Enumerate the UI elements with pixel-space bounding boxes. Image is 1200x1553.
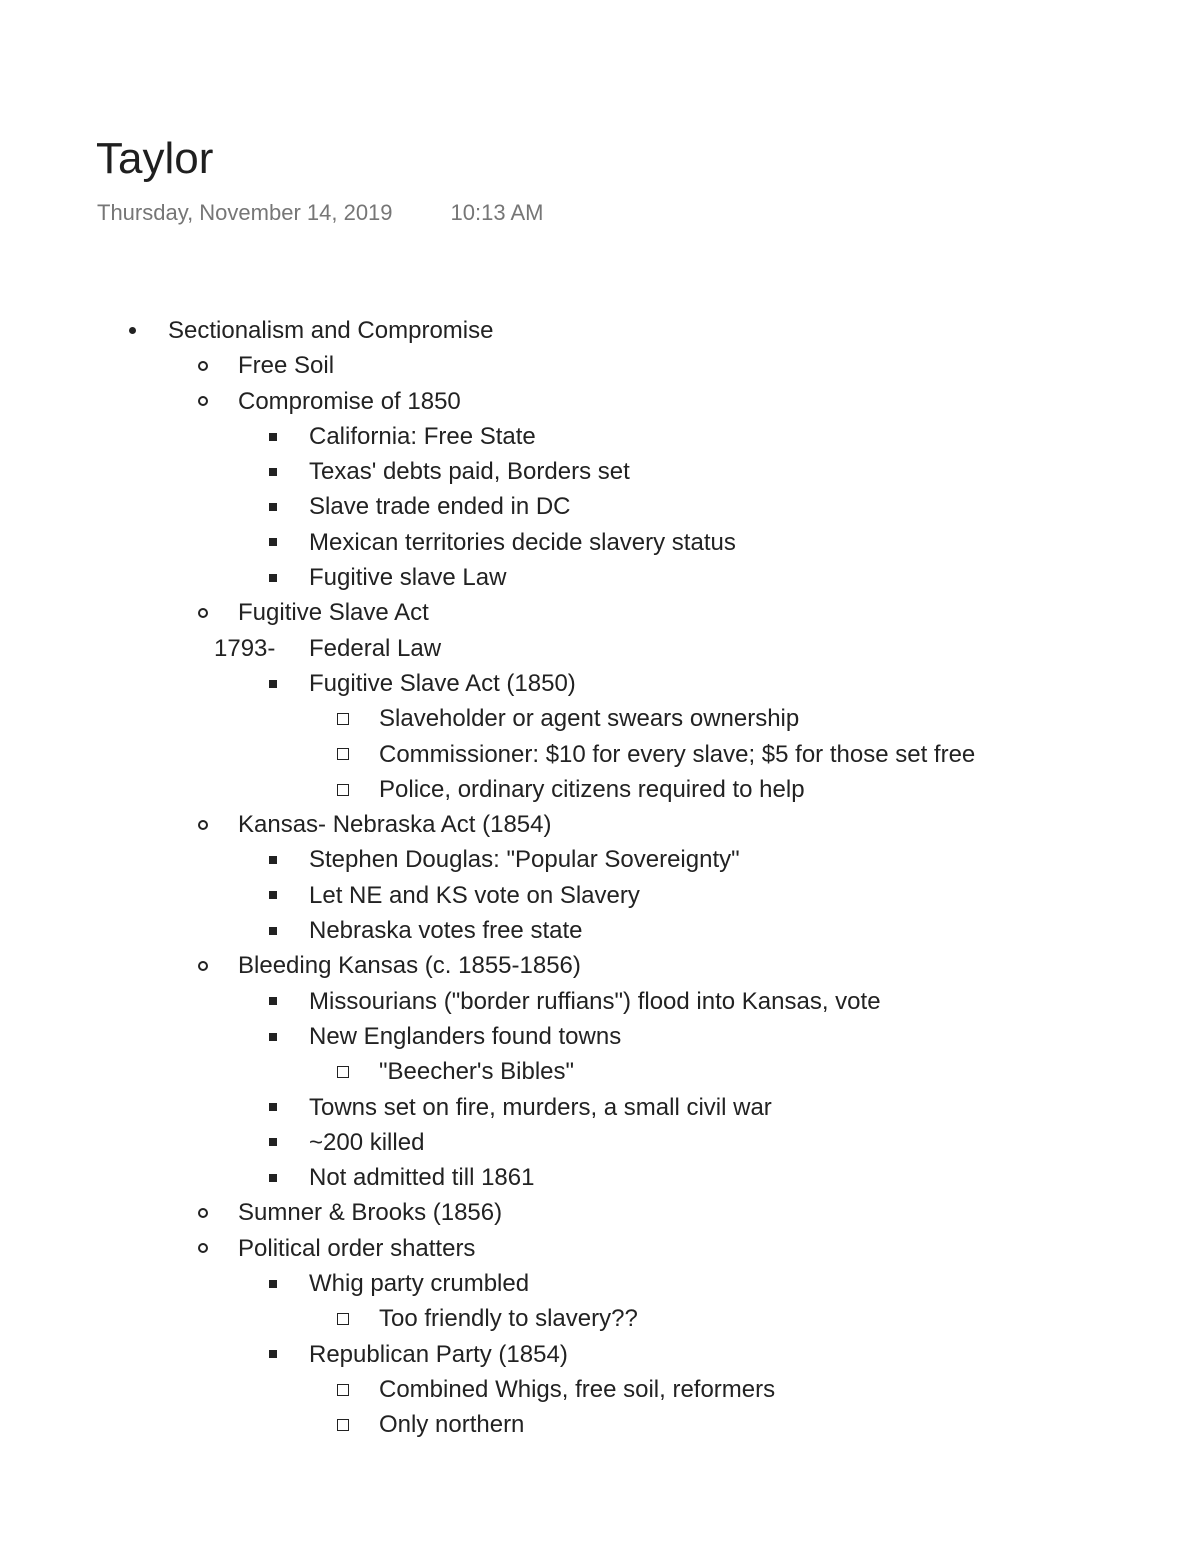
outline-item <box>0 525 1200 560</box>
outline-item-text: "Beecher's Bibles" <box>379 1058 575 1086</box>
outline-item <box>0 878 1200 913</box>
outline-item-text: Only northern <box>379 1411 525 1439</box>
circle-bullet-icon <box>192 348 214 383</box>
outline-item-text: Mexican territories decide slavery status <box>309 528 736 556</box>
outline-item-number: 1793- <box>214 634 276 662</box>
outline-item-text: Whig party crumbled <box>309 1270 530 1298</box>
outline-item <box>0 1090 1200 1125</box>
outline-item-text: Kansas- Nebraska Act (1854) <box>238 811 552 839</box>
square-bullet-icon <box>262 878 284 913</box>
outline-item <box>0 666 1200 701</box>
circle-bullet-icon <box>192 807 214 842</box>
outline-item-text: Let NE and KS vote on Slavery <box>309 881 640 909</box>
outline-item-text: ~200 killed <box>309 1128 425 1156</box>
square-bullet-icon <box>262 560 284 595</box>
outline-item-text: Federal Law <box>309 634 442 662</box>
square-bullet-icon <box>262 1019 284 1054</box>
outline-item-text: Fugitive Slave Act <box>238 599 429 627</box>
outline-item <box>0 1125 1200 1160</box>
outline-item <box>0 348 1200 383</box>
outline-item <box>0 737 1200 772</box>
page-date: Thursday, November 14, 2019 <box>97 200 393 225</box>
circle-bullet-icon <box>192 384 214 419</box>
outline-item <box>0 1301 1200 1336</box>
outline-item-text: Too friendly to slavery?? <box>379 1305 638 1333</box>
outline-item-text: Police, ordinary citizens required to help <box>379 775 805 803</box>
outline-item-text: Free Soil <box>238 352 335 380</box>
outline-item <box>0 842 1200 877</box>
square-bullet-icon <box>262 1125 284 1160</box>
outline-item-text: Nebraska votes free state <box>309 917 583 945</box>
outline-item-text: Compromise of 1850 <box>238 387 461 415</box>
outline-item-text: New Englanders found towns <box>309 1022 622 1050</box>
hollow-square-bullet-icon <box>332 1407 354 1442</box>
outline-item <box>0 948 1200 983</box>
outline-item <box>0 1337 1200 1372</box>
outline-item <box>0 1407 1200 1442</box>
circle-bullet-icon <box>192 1195 214 1230</box>
outline-item <box>0 772 1200 807</box>
square-bullet-icon <box>262 1090 284 1125</box>
page-title: Taylor <box>96 134 214 183</box>
outline-item-text: Texas' debts paid, Borders set <box>309 458 630 486</box>
outline-item <box>0 701 1200 736</box>
outline-item <box>0 1231 1200 1266</box>
outline-item-text: Combined Whigs, free soil, reformers <box>379 1375 776 1403</box>
outline-item <box>0 807 1200 842</box>
outline-item-text: California: Free State <box>309 422 536 450</box>
circle-bullet-icon <box>192 948 214 983</box>
outline-item-text: Sumner & Brooks (1856) <box>238 1199 503 1227</box>
outline-item-text: Slave trade ended in DC <box>309 493 571 521</box>
square-bullet-icon <box>262 984 284 1019</box>
outline-item <box>0 313 1200 348</box>
outline-item <box>0 595 1200 630</box>
outline-item-text: Sectionalism and Compromise <box>168 317 494 344</box>
hollow-square-bullet-icon <box>332 1301 354 1336</box>
outline-item <box>0 1160 1200 1195</box>
outline-item <box>0 1195 1200 1230</box>
circle-bullet-icon <box>192 595 214 630</box>
outline-item-text: Missourians ("border ruffians") flood into Kansas, vote <box>309 987 881 1015</box>
outline-item-text: Bleeding Kansas (c. 1855-1856) <box>238 952 581 980</box>
hollow-square-bullet-icon <box>332 1054 354 1089</box>
outline-item-text: Commissioner: $10 for every slave; $5 for those set free <box>379 740 976 768</box>
outline-item <box>0 1054 1200 1089</box>
outline-item-text: Republican Party (1854) <box>309 1340 568 1368</box>
outline-item-text: Slaveholder or agent swears ownership <box>379 705 800 733</box>
outline-item <box>0 560 1200 595</box>
square-bullet-icon <box>262 666 284 701</box>
outline-item <box>0 1266 1200 1301</box>
page-time: 10:13 AM <box>450 200 544 225</box>
outline-item-text: Fugitive Slave Act (1850) <box>309 669 576 697</box>
outline-item <box>0 489 1200 524</box>
square-bullet-icon <box>262 842 284 877</box>
circle-bullet-icon <box>192 1231 214 1266</box>
outline-item-text: Stephen Douglas: "Popular Sovereignty" <box>309 846 740 874</box>
square-bullet-icon <box>262 1266 284 1301</box>
outline-item <box>0 631 1200 666</box>
outline-item-text: Towns set on fire, murders, a small civil war <box>309 1093 772 1121</box>
outline-item-text: Not admitted till 1861 <box>309 1164 535 1192</box>
outline-item <box>0 419 1200 454</box>
outline-item <box>0 1019 1200 1054</box>
outline-item-text: Fugitive slave Law <box>309 564 507 592</box>
square-bullet-icon <box>262 419 284 454</box>
square-bullet-icon <box>262 525 284 560</box>
square-bullet-icon <box>262 454 284 489</box>
hollow-square-bullet-icon <box>332 737 354 772</box>
outline-item <box>0 384 1200 419</box>
outline-item <box>0 913 1200 948</box>
square-bullet-icon <box>262 913 284 948</box>
outline-item-text: Political order shatters <box>238 1234 476 1262</box>
page-timestamp <box>97 199 543 227</box>
square-bullet-icon <box>262 1160 284 1195</box>
outline-item <box>0 984 1200 1019</box>
bullet-icon <box>120 313 144 348</box>
square-bullet-icon <box>262 1337 284 1372</box>
hollow-square-bullet-icon <box>332 701 354 736</box>
outline-item <box>0 1372 1200 1407</box>
hollow-square-bullet-icon <box>332 772 354 807</box>
hollow-square-bullet-icon <box>332 1372 354 1407</box>
outline-notes <box>0 313 1200 1443</box>
square-bullet-icon <box>262 489 284 524</box>
outline-item <box>0 454 1200 489</box>
